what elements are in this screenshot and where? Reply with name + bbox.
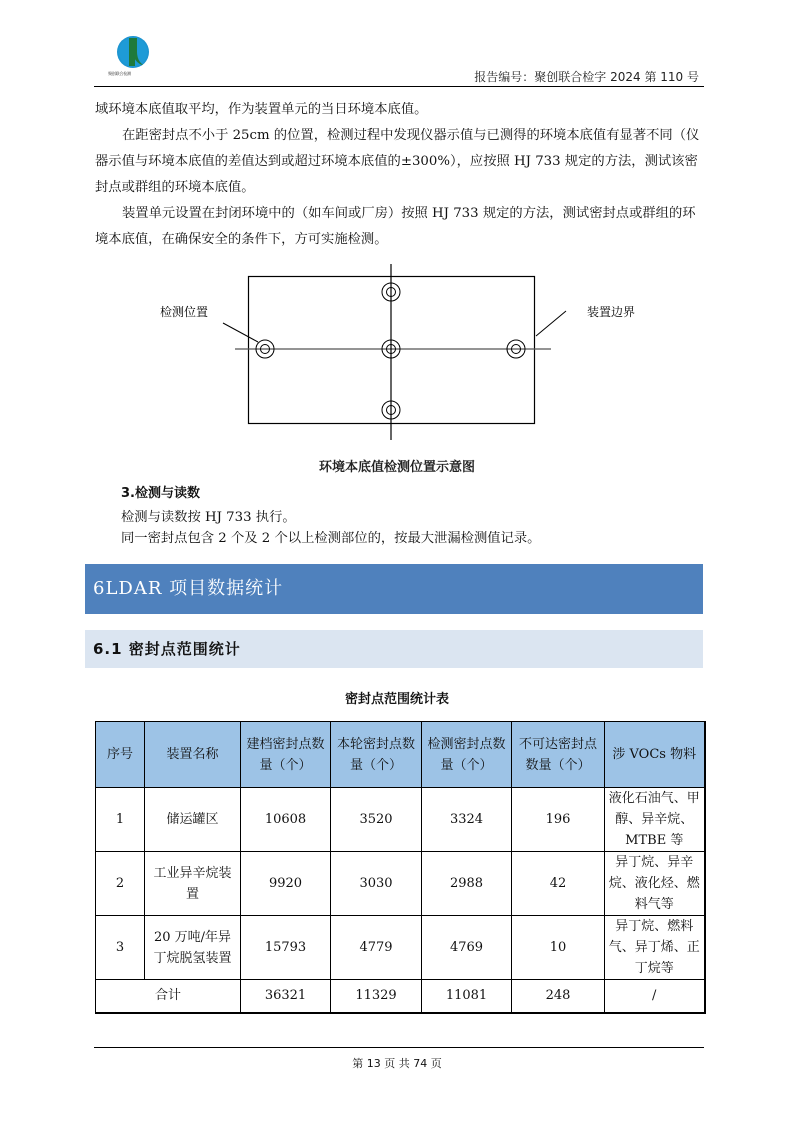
column-header: 检测密封点数量（个） bbox=[422, 722, 512, 788]
paragraph-2: 在距密封点不小于 25cm 的位置，检测过程中发现仪器示值与已测得的环境本底值有显著不同（仪器示值与环境本底值的差值达到或超过环境本底值的±300%），应按照 HJ 733 规定的方法，测试该密封点或群组的环境本底值。 bbox=[95, 128, 700, 195]
cell-round-count: 3520 bbox=[331, 788, 422, 852]
diagram-caption: 环境本底值检测位置示意图 bbox=[318, 460, 475, 475]
cell-archived-count: 15793 bbox=[241, 916, 331, 980]
section3-line-1: 检测与读数按 HJ 733 执行。 bbox=[121, 510, 296, 525]
cell-round-count: 4779 bbox=[331, 916, 422, 980]
column-header: 本轮密封点数量（个） bbox=[331, 722, 422, 788]
cell-archived-count: 10608 bbox=[241, 788, 331, 852]
cell-total-materials: / bbox=[605, 980, 705, 1013]
table-total-row bbox=[96, 980, 705, 1013]
report-number: 报告编号：聚创联合检字 2024 第 110 号 bbox=[474, 70, 699, 84]
column-header: 不可达密封点数量（个） bbox=[512, 722, 605, 788]
cell-round-count: 3030 bbox=[331, 852, 422, 916]
table-row bbox=[96, 852, 705, 916]
table-row bbox=[96, 788, 705, 852]
cell-unreachable-count: 42 bbox=[512, 852, 605, 916]
table-row bbox=[96, 916, 705, 980]
section-heading-detection-reading: 3.检测与读数 bbox=[121, 486, 200, 501]
cell-device-name: 20 万吨/年异丁烷脱氢装置 bbox=[145, 916, 241, 980]
column-header: 涉 VOCs 物料 bbox=[605, 722, 705, 788]
cell-total-unreachable: 248 bbox=[512, 980, 605, 1013]
cell-total-label: 合计 bbox=[96, 980, 241, 1013]
page-number: 第 13 页 共 74 页 bbox=[352, 1057, 442, 1070]
header-divider bbox=[94, 86, 704, 87]
cell-index: 3 bbox=[96, 916, 145, 980]
column-header: 装置名称 bbox=[145, 722, 241, 788]
logo-text: 聚创联合检测 bbox=[108, 71, 131, 76]
cell-vocs-materials: 异丁烷、燃料气、异丁烯、正丁烷等 bbox=[605, 916, 705, 980]
cell-detected-count: 4769 bbox=[422, 916, 512, 980]
table-header-row bbox=[96, 722, 705, 788]
label-detection-position: 检测位置 bbox=[160, 305, 209, 319]
cell-index: 2 bbox=[96, 852, 145, 916]
company-logo bbox=[108, 36, 158, 76]
cell-archived-count: 9920 bbox=[241, 852, 331, 916]
cell-vocs-materials: 异丁烷、异辛烷、液化烃、燃料气等 bbox=[605, 852, 705, 916]
cell-index: 1 bbox=[96, 788, 145, 852]
seal-point-stats-table bbox=[95, 721, 706, 1014]
cell-device-name: 工业异辛烷装置 bbox=[145, 852, 241, 916]
cell-vocs-materials: 液化石油气、甲醇、异辛烷、MTBE 等 bbox=[605, 788, 705, 852]
paragraph-3: 装置单元设置在封闭环境中的（如车间或厂房）按照 HJ 733 规定的方法，测试密封点或群组的环境本底值，在确保安全的条件下，方可实施检测。 bbox=[95, 206, 696, 247]
section-heading: 6.1 密封点范围统计 bbox=[85, 630, 703, 668]
logo-mark-icon bbox=[117, 36, 149, 68]
label-device-boundary: 装置边界 bbox=[587, 305, 636, 319]
detection-position-diagram bbox=[150, 262, 650, 447]
cell-device-name: 储运罐区 bbox=[145, 788, 241, 852]
chapter-heading: 6LDAR 项目数据统计 bbox=[85, 564, 703, 614]
cell-unreachable-count: 10 bbox=[512, 916, 605, 980]
cell-total-detected: 11081 bbox=[422, 980, 512, 1013]
cell-detected-count: 3324 bbox=[422, 788, 512, 852]
cell-unreachable-count: 196 bbox=[512, 788, 605, 852]
leader-line-right bbox=[536, 311, 566, 336]
cell-detected-count: 2988 bbox=[422, 852, 512, 916]
column-header: 序号 bbox=[96, 722, 145, 788]
cell-total-round: 11329 bbox=[331, 980, 422, 1013]
column-header: 建档密封点数量（个） bbox=[241, 722, 331, 788]
section3-line-2: 同一密封点包含 2 个及 2 个以上检测部位的，按最大泄漏检测值记录。 bbox=[121, 531, 541, 546]
leader-line-left bbox=[223, 323, 258, 342]
cell-total-archived: 36321 bbox=[241, 980, 331, 1013]
paragraph-1: 域环境本底值取平均，作为装置单元的当日环境本底值。 bbox=[95, 102, 428, 117]
table-caption: 密封点范围统计表 bbox=[344, 692, 449, 707]
footer-divider bbox=[94, 1047, 704, 1048]
